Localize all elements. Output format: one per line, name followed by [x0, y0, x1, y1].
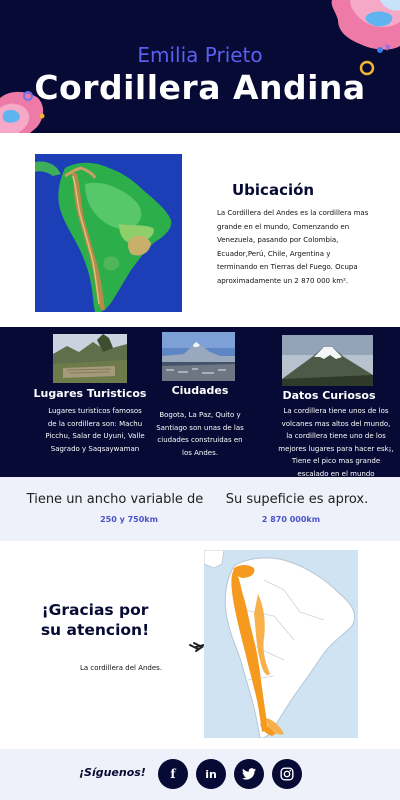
- linkedin-icon[interactable]: in: [196, 759, 226, 789]
- feature-tourist-places-text: Lugares turisticos famosos de la cordillera son: Machu Picchu, Salar de Uyuni, Valle Sagrado y Saqsaywaman: [45, 407, 145, 453]
- south-america-relief-map: [35, 154, 182, 312]
- twitter-icon[interactable]: [234, 759, 264, 789]
- width-stat-label: Tiene un ancho variable de: [26, 492, 204, 507]
- feature-cities-heading: Ciudades: [171, 384, 229, 397]
- area-stat-value: 2 870 000km: [261, 515, 321, 524]
- stats-section: [0, 477, 400, 541]
- page-title: Cordillera Andina: [34, 68, 366, 107]
- thanks-heading: ¡Gracias por su atencion!: [40, 601, 150, 639]
- map-caption: La cordillera del Andes.: [80, 664, 163, 672]
- width-stat-value: 250 y 750km: [100, 515, 158, 524]
- twitter-bird-glyph: [242, 768, 256, 780]
- city-photo: [162, 332, 235, 381]
- feature-tourist-places-heading: Lugares Turisticos: [33, 387, 147, 400]
- volcano-photo: [282, 335, 373, 386]
- header-banner: [0, 0, 400, 133]
- area-stat-label: Su supeficie es aprox.: [225, 492, 369, 507]
- features-section: [0, 327, 400, 477]
- feature-cities-text: Bogota, La Paz, Quito y Santiago son unas de las ciudades construidas en los Andes.: [156, 411, 244, 457]
- andes-location-map: [204, 550, 358, 738]
- facebook-icon[interactable]: f: [158, 759, 188, 789]
- footer: [0, 749, 400, 800]
- machu-picchu-photo: [53, 334, 127, 383]
- location-description: La Cordillera del Andes es la cordillera mas grande en el mundo, Comenzando en Venezuela, pasando por Colombia, Ecuador,Perú, Chile, Argentina y terminando en Tierras del Fuego. Ocupa aproximadamente un 2 870 000 km².: [217, 209, 369, 285]
- feature-curious-facts-text: La cordillera tiene unos de los volcanes mas altos del mundo, la cordillera tiene uno de los mejores lugares para hacer esk¡, Tiene el pico mas grande escalado en el mundo: [278, 407, 394, 478]
- instagram-icon[interactable]: [272, 759, 302, 789]
- location-section: [0, 133, 400, 327]
- thanks-section: [0, 541, 400, 749]
- location-heading: Ubicación: [232, 181, 315, 199]
- instagram-camera-glyph: [280, 767, 294, 781]
- author-name: Emilia Prieto: [137, 43, 263, 67]
- feature-curious-facts-heading: Datos Curiosos: [282, 389, 376, 402]
- follow-us-label: ¡Síguenos!: [79, 766, 146, 779]
